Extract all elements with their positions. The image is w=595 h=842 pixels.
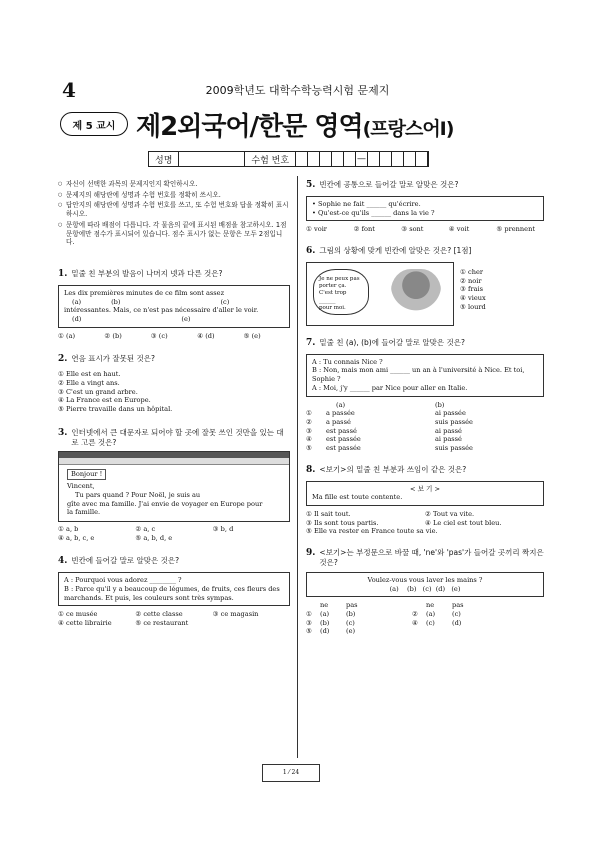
- table-row[interactable]: [306, 418, 544, 427]
- option-cell: (c): [426, 618, 435, 627]
- answer-option[interactable]: ④ (d): [197, 331, 215, 340]
- option-marker: ②: [306, 417, 312, 426]
- email-line: gîte avec ma famille. J'ai envie de voyager en Europe pour: [67, 499, 263, 508]
- option-cell: est passé: [326, 426, 357, 435]
- position-marks: (a) (b) (c) (d) (e): [389, 584, 461, 593]
- answer-option[interactable]: ⑤ lourd: [460, 302, 486, 311]
- email-line: Tu pars quand ? Pour Noël, je suis au: [75, 490, 201, 499]
- option-marker[interactable]: ⑤: [306, 627, 312, 636]
- option-cell: ai passé: [435, 435, 462, 444]
- window-toolbar: [59, 458, 289, 465]
- answer-options: [306, 225, 544, 234]
- option-marker: ④: [306, 435, 312, 444]
- question-8: [306, 465, 544, 536]
- table-row[interactable]: [306, 435, 544, 444]
- answer-option[interactable]: ③ Ils sont tous partis.: [306, 518, 379, 527]
- bubble-line: Je ne peux pas porter ça.: [319, 275, 360, 290]
- email-window: [58, 451, 290, 522]
- option-cell: (b): [346, 610, 356, 619]
- period-badge: 제 5 교시: [60, 112, 128, 136]
- answer-option[interactable]: ③ C'est un grand arbre.: [58, 387, 138, 396]
- email-line: Vincent,: [67, 482, 95, 491]
- bubble-line: pour moi.: [319, 304, 346, 311]
- question-stem: <보기>의 밑줄 친 부분과 쓰임이 같은 것은?: [319, 464, 467, 474]
- question-4: [58, 556, 290, 627]
- question-number: 9.: [306, 548, 316, 559]
- answer-option[interactable]: ⑤ Elle va rester en France toute sa vie.: [306, 527, 438, 536]
- option-marker: ①: [306, 409, 312, 418]
- question-7: [306, 338, 544, 453]
- answer-option[interactable]: ④ a, b, c, e: [58, 533, 95, 542]
- answer-option[interactable]: ② (b): [104, 331, 122, 340]
- question-number: 8.: [306, 464, 316, 475]
- question-number: 1.: [58, 268, 68, 279]
- passage-marks: [64, 298, 284, 307]
- question-stem: 밑줄 친 (a), (b)에 들어갈 말로 알맞은 것은?: [319, 337, 465, 347]
- option-cell: suis passée: [435, 417, 473, 426]
- option-cell: (c): [346, 618, 355, 627]
- notice-item: ○ 답안지의 해당란에 성명과 수험 번호를 쓰고, 또 수험 번호와 답을 정확히 표시하시오.: [58, 201, 290, 218]
- option-cell: (d): [452, 618, 462, 627]
- speech-bubble: [313, 269, 369, 315]
- sentence-line: • Qu'est-ce qu'ils ______ dans la vie ?: [312, 208, 435, 217]
- option-cell: (c): [452, 610, 461, 619]
- name-label: 성명: [149, 152, 179, 166]
- question-6: [306, 246, 544, 326]
- left-column: [58, 180, 290, 628]
- question-3: [58, 428, 290, 543]
- option-marker[interactable]: ③: [306, 618, 312, 627]
- answer-options: [58, 332, 290, 341]
- exam-no-cell[interactable]: [320, 152, 332, 166]
- question-stem: 연음 표시가 잘못된 것은?: [71, 354, 155, 364]
- question-number: 6.: [306, 245, 316, 256]
- dialogue-line: A : Pourquoi vous adorez ________ ?: [64, 576, 182, 585]
- exam-no-cell[interactable]: [368, 152, 380, 166]
- mark-label: (e): [181, 314, 191, 323]
- question-number: 7.: [306, 337, 316, 348]
- question-stem: 밑줄 친 부분의 발음이 나머지 넷과 다른 것은?: [71, 268, 223, 278]
- answer-options: [58, 370, 290, 414]
- mark-label: (b): [111, 297, 121, 306]
- answer-option[interactable]: ⑤ prennent: [496, 225, 535, 234]
- answer-option[interactable]: ① cher: [460, 267, 484, 276]
- answer-table-head: [306, 401, 544, 410]
- question-number: 2.: [58, 354, 68, 365]
- answer-option[interactable]: ③ (c): [150, 331, 168, 340]
- question-number: 3.: [58, 427, 68, 438]
- passage-box: [58, 285, 290, 328]
- option-marker[interactable]: ④: [412, 618, 418, 627]
- answer-option[interactable]: ① Il sait tout.: [306, 510, 351, 519]
- option-marker[interactable]: ①: [306, 610, 312, 619]
- column-head: pas: [346, 601, 358, 610]
- option-cell: est passée: [326, 435, 361, 444]
- answer-option[interactable]: ⑤ ce restaurant: [135, 619, 189, 628]
- exam-no-cell[interactable]: [404, 152, 416, 166]
- table-row[interactable]: [306, 427, 544, 436]
- answer-option[interactable]: ② a, c: [135, 525, 156, 533]
- option-cell: (a): [426, 610, 436, 619]
- question-5: [306, 180, 544, 234]
- answer-option[interactable]: ② Tout va vite.: [425, 510, 475, 519]
- exam-no-cell[interactable]: [308, 152, 320, 166]
- question-stem: 그림의 상황에 맞게 빈칸에 알맞은 것은? [1점]: [319, 245, 472, 255]
- sentence-line: • Sophie ne fait ______ qu'écrire.: [312, 199, 421, 208]
- answer-table: [306, 601, 544, 636]
- exam-no-cell[interactable]: [416, 152, 428, 166]
- question-1: [58, 269, 290, 340]
- illustration-frame: [306, 262, 454, 326]
- page-footer: [262, 764, 320, 782]
- dialogue-box: [306, 354, 544, 397]
- notice-list: [58, 180, 290, 247]
- question-9: [306, 548, 544, 636]
- answer-option[interactable]: ③ b, d: [212, 525, 234, 533]
- answer-option[interactable]: ① voir: [306, 225, 327, 234]
- answer-option[interactable]: ⑤ a, b, d, e: [135, 533, 173, 542]
- example-sentence: Ma fille est toute contente.: [312, 493, 403, 502]
- footer-page-total: 24: [291, 769, 300, 776]
- notice-item: ○ 문항에 따라 배점이 다릅니다. 각 물음의 끝에 표시된 배점을 참고하시오. 1점 문항에만 점수가 표시되어 있습니다. 점수 표시가 없는 문항은 모두 2점입니다.: [58, 221, 290, 247]
- exam-no-cell[interactable]: [392, 152, 404, 166]
- footer-page-current: 1: [282, 769, 287, 776]
- question-number: 5.: [306, 180, 316, 190]
- answer-option[interactable]: ② font: [353, 225, 375, 234]
- column-divider: [297, 176, 298, 758]
- passage-line: Les dix premières minutes de ce film sont assez: [64, 288, 225, 297]
- column-head: ne: [320, 601, 329, 610]
- name-field[interactable]: [179, 152, 245, 166]
- flower-pot-icon: [391, 269, 441, 323]
- answer-options: [306, 510, 544, 527]
- exam-no-cell[interactable]: [296, 152, 308, 166]
- email-line: Bonjour !: [67, 469, 106, 480]
- question-stem: <보기>는 부정문으로 바꿀 때, 'ne'와 'pas'가 들어갈 곳끼리 짝지은 것은?: [319, 548, 544, 568]
- mark-label: (a): [72, 297, 82, 306]
- sentence-box: [306, 196, 544, 221]
- right-column: [306, 180, 544, 636]
- answer-options: [58, 610, 290, 627]
- exam-no-cell[interactable]: [344, 152, 356, 166]
- answer-options: [58, 525, 290, 542]
- answer-option[interactable]: ② noir: [460, 276, 482, 285]
- option-cell: (b): [320, 618, 330, 627]
- answer-option[interactable]: ③ frais: [460, 285, 484, 294]
- answer-option[interactable]: ④ Le ciel est tout bleu.: [425, 518, 502, 527]
- answer-option[interactable]: ② Elle a vingt ans.: [58, 378, 120, 387]
- page-fraction: 1 ⁄ 24: [282, 769, 300, 776]
- mark-label: (c): [220, 297, 230, 306]
- mark-label: (d): [72, 314, 82, 323]
- notice-item: ○ 자신이 선택한 과목의 문제지인지 확인하시오.: [58, 180, 290, 189]
- passage-line: intéressantes. Mais, ce n'est pas nécessaire d'aller le voir.: [64, 306, 259, 315]
- dialogue-box: [58, 572, 290, 606]
- column-head: (a): [336, 400, 346, 409]
- answer-option[interactable]: ⑤ Pierre travaille dans un hôpital.: [58, 405, 173, 413]
- dialogue-line: B : Parce qu'il y a beaucoup de légumes, de fruits, ces fleurs des marchands. Et puis, les couleurs sont très sympas.: [64, 584, 280, 602]
- option-cell: ai passé: [435, 426, 462, 435]
- exam-title: 2009학년도 대학수학능력시험 문제지: [205, 84, 390, 97]
- question-stem: 빈칸에 공통으로 들어갈 말로 알맞은 것은?: [319, 180, 459, 189]
- answer-option[interactable]: ① ce musée: [58, 610, 98, 619]
- exam-no-dash: —: [357, 154, 367, 164]
- option-cell: (d): [320, 627, 330, 636]
- dialogue-line: A : Moi, j'y ______ par Nice pour aller en Italie.: [312, 383, 468, 392]
- email-body: [59, 465, 289, 521]
- exam-no-label: 수험 번호: [245, 152, 296, 166]
- dialogue-line: B : Non, mais mon ami ______ un an à l'université à Nice. Et toi, Sophie ?: [312, 366, 525, 384]
- bubble-line: C'est trop ______: [319, 290, 347, 304]
- column-head: (b): [435, 400, 445, 409]
- example-box: [306, 572, 544, 597]
- table-row[interactable]: [306, 409, 544, 418]
- option-cell: est passée: [326, 444, 361, 453]
- answer-option[interactable]: ③ sont: [401, 225, 424, 234]
- option-cell: ai passée: [435, 409, 466, 418]
- question-2: [58, 354, 290, 413]
- exam-no-cell[interactable]: [332, 152, 344, 166]
- option-cell: suis passée: [435, 444, 473, 453]
- option-cell: a passé: [326, 417, 351, 426]
- column-head: pas: [452, 601, 464, 610]
- answer-options: [460, 262, 486, 326]
- option-marker: ③: [306, 426, 312, 435]
- column-head: ne: [426, 601, 435, 610]
- answer-option[interactable]: ④ cette librairie: [58, 619, 112, 628]
- exam-no-cell[interactable]: [380, 152, 392, 166]
- subject-name: 제2외국어/한문 영역: [136, 112, 363, 142]
- example-sentence: Voulez-vous vous laver les mains ?: [367, 575, 483, 584]
- answer-option[interactable]: ① Elle est en haut.: [58, 370, 121, 379]
- dialogue-line: A : Tu connais Nice ?: [312, 357, 383, 366]
- answer-option[interactable]: ① (a): [58, 331, 76, 340]
- passage-marks: [64, 315, 284, 324]
- example-box: [306, 481, 544, 506]
- question-number: 4.: [58, 556, 68, 567]
- answer-option[interactable]: ② cette classe: [135, 610, 183, 619]
- option-cell: (a): [320, 610, 330, 619]
- page-number: 4: [62, 78, 76, 102]
- option-cell: a passée: [326, 409, 355, 418]
- table-row[interactable]: [306, 444, 544, 453]
- answer-option[interactable]: ④ vieux: [460, 293, 486, 302]
- option-marker: ⑤: [306, 444, 312, 453]
- subject-title: [136, 106, 453, 143]
- option-marker[interactable]: ②: [412, 610, 418, 619]
- email-line: la famille.: [67, 508, 101, 517]
- example-box-label: < 보 기 >: [409, 484, 441, 493]
- answer-option[interactable]: ① a, b: [58, 525, 79, 533]
- option-cell: (e): [346, 627, 356, 636]
- answer-option[interactable]: ④ La France est en Europe.: [58, 396, 151, 405]
- answer-option[interactable]: ⑤ (e): [243, 331, 261, 340]
- question-6-illustration: [306, 262, 544, 326]
- question-stem: 빈칸에 들어갈 말로 알맞은 것은?: [71, 556, 180, 566]
- answer-option[interactable]: ③ ce magasin: [212, 610, 259, 619]
- answer-option[interactable]: ④ voit: [448, 225, 470, 234]
- notice-item: ○ 문제지의 해당란에 성명과 수험 번호를 정확히 쓰시오.: [58, 191, 290, 200]
- question-stem: 인터넷에서 큰 대문자로 되어야 할 곳에 잘못 쓰인 것만을 있는 대로 고른 것은?: [71, 427, 284, 447]
- subject-sub: (프랑스어Ⅰ): [362, 118, 454, 140]
- student-id-strip: [148, 151, 429, 167]
